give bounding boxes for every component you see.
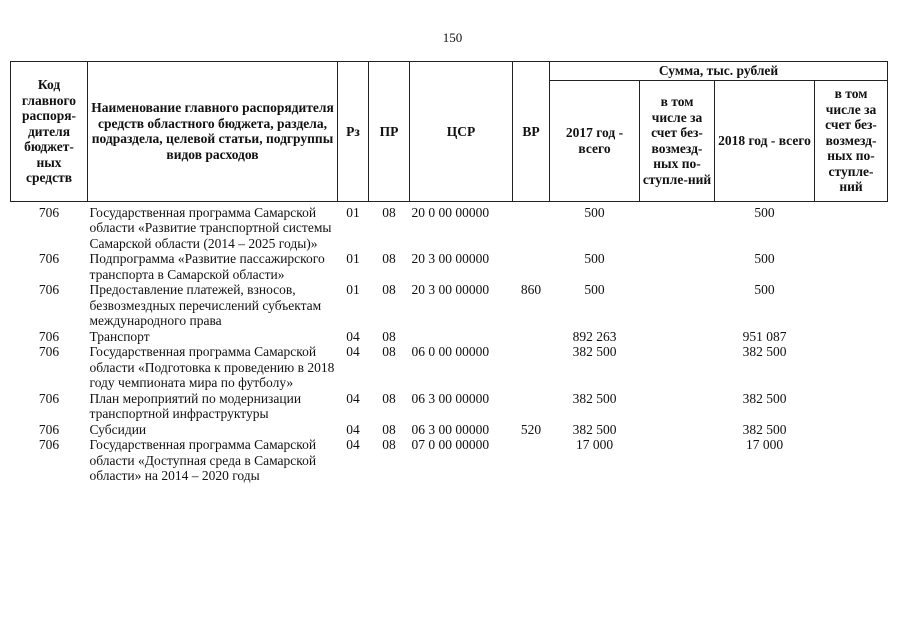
cell-pr: 08 xyxy=(382,421,396,437)
header-code: Код главного распоря-дителя бюджет-ных средств xyxy=(11,62,88,202)
cell-2017-total: 382 500 xyxy=(572,344,617,359)
cell-pr: 08 xyxy=(382,204,396,220)
cell-2017-free xyxy=(640,437,715,484)
cell-csr: 20 0 00 00000 xyxy=(411,204,490,220)
cell-csr xyxy=(410,329,513,345)
cell-rz: 01 xyxy=(346,282,360,297)
header-2018-total: 2018 год - всего xyxy=(715,80,815,201)
cell-csr: 06 0 00 00000 xyxy=(411,344,490,359)
cell-pr: 08 xyxy=(382,344,396,359)
cell-2018-total: 17 000 xyxy=(745,437,784,452)
cell-rz: 04 xyxy=(346,421,360,437)
cell-2018-free xyxy=(815,201,888,251)
cell-rz: 04 xyxy=(346,437,360,452)
table-row xyxy=(11,201,888,251)
cell-2017-total: 382 500 xyxy=(572,421,617,437)
cell-name: Субсидии xyxy=(89,421,147,437)
cell-vr xyxy=(513,437,550,484)
cell-pr: 08 xyxy=(382,437,396,452)
cell-2018-free xyxy=(815,437,888,484)
budget-table xyxy=(10,61,888,484)
cell-pr: 08 xyxy=(382,328,396,344)
cell-2017-free xyxy=(640,251,715,282)
cell-code: 706 xyxy=(38,251,60,266)
cell-2017-free xyxy=(640,201,715,251)
cell-vr xyxy=(513,344,550,391)
cell-vr xyxy=(513,201,550,251)
cell-2018-free xyxy=(815,344,888,391)
table-row xyxy=(11,282,888,329)
cell-csr: 07 0 00 00000 xyxy=(411,437,490,452)
page-number: 150 xyxy=(442,30,463,45)
header-rz: Рз xyxy=(338,62,369,202)
cell-csr: 20 3 00 00000 xyxy=(411,282,490,297)
cell-name: Транспорт xyxy=(89,328,150,344)
cell-name: Государственная программа Самарской области «Подготовка к проведению в 2018 году чемпионата мира по футболу» xyxy=(89,344,335,390)
cell-2018-total: 500 xyxy=(754,204,775,220)
cell-2018-free xyxy=(815,329,888,345)
cell-code: 706 xyxy=(38,204,60,220)
header-vr: ВР xyxy=(513,62,550,202)
cell-csr: 20 3 00 00000 xyxy=(411,251,490,266)
cell-csr: 06 3 00 00000 xyxy=(411,390,490,406)
table-row xyxy=(11,329,888,345)
cell-2017-free xyxy=(640,422,715,438)
header-sum-group: Сумма, тыс. рублей xyxy=(550,62,888,81)
cell-2017-total: 500 xyxy=(584,204,605,220)
cell-2018-total: 500 xyxy=(754,282,775,297)
header-2017-total: 2017 год - всего xyxy=(550,80,640,201)
cell-2018-total: 382 500 xyxy=(742,344,787,359)
cell-2017-free xyxy=(640,329,715,345)
cell-code: 706 xyxy=(38,344,60,359)
cell-name: Подпрограмма «Развитие пассажирского транспорта в Самарской области» xyxy=(89,251,325,282)
cell-code: 706 xyxy=(38,437,60,452)
cell-2017-free xyxy=(640,344,715,391)
cell-2018-total: 382 500 xyxy=(742,390,787,406)
cell-2017-total: 892 263 xyxy=(572,328,617,344)
cell-2017-free xyxy=(640,391,715,422)
table-body xyxy=(11,201,888,484)
header-name: Наименование главного распорядителя средств областного бюджета, раздела, подраздела, целевой статьи, подгруппы видов расходов xyxy=(88,62,338,202)
header-pr: ПР xyxy=(369,62,410,202)
cell-2018-total: 382 500 xyxy=(742,421,787,437)
header-2017-free: в том числе за счет без-возмезд-ных по-ступле-ний xyxy=(640,80,715,201)
cell-vr xyxy=(513,391,550,422)
cell-pr: 08 xyxy=(382,390,396,406)
cell-2018-total: 500 xyxy=(754,251,775,266)
cell-vr xyxy=(513,251,550,282)
cell-vr: 860 xyxy=(520,282,542,297)
cell-2017-total: 382 500 xyxy=(572,390,617,406)
cell-2018-free xyxy=(815,251,888,282)
cell-2017-free xyxy=(640,282,715,329)
table-row xyxy=(11,344,888,391)
cell-code: 706 xyxy=(38,282,60,297)
cell-code: 706 xyxy=(38,421,60,437)
cell-pr: 08 xyxy=(382,251,396,266)
table-row xyxy=(11,391,888,422)
cell-name: Предоставление платежей, взносов, безвозмездных перечислений субъектам международного права xyxy=(89,282,322,328)
cell-vr: 520 xyxy=(520,421,542,437)
cell-name: Государственная программа Самарской области «Развитие транспортной системы Самарской области (2014 – 2025 годы)» xyxy=(89,204,332,251)
cell-code: 706 xyxy=(38,328,60,344)
cell-rz: 04 xyxy=(346,328,360,344)
cell-2017-total: 500 xyxy=(584,251,605,266)
header-csr: ЦСР xyxy=(410,62,513,202)
cell-2018-total: 951 087 xyxy=(742,328,787,344)
cell-name: План мероприятий по модернизации транспортной инфраструктуры xyxy=(89,390,302,421)
cell-name: Государственная программа Самарской области «Доступная среда в Самарской области» на 2014 – 2020 годы xyxy=(89,437,317,483)
table-row xyxy=(11,437,888,484)
cell-2017-total: 500 xyxy=(584,282,605,297)
cell-vr xyxy=(513,329,550,345)
cell-rz: 04 xyxy=(346,344,360,359)
cell-2018-free xyxy=(815,422,888,438)
cell-pr: 08 xyxy=(382,282,396,297)
cell-code: 706 xyxy=(38,390,60,406)
cell-rz: 04 xyxy=(346,390,360,406)
cell-csr: 06 3 00 00000 xyxy=(411,421,490,437)
cell-2017-total: 17 000 xyxy=(575,437,614,452)
header-2018-free: в том числе за счет без-возмезд-ных по-ступле-ний xyxy=(815,80,888,201)
cell-2018-free xyxy=(815,282,888,329)
cell-rz: 01 xyxy=(346,251,360,266)
table-row xyxy=(11,251,888,282)
table-row xyxy=(11,422,888,438)
cell-2018-free xyxy=(815,391,888,422)
cell-rz: 01 xyxy=(346,204,360,220)
